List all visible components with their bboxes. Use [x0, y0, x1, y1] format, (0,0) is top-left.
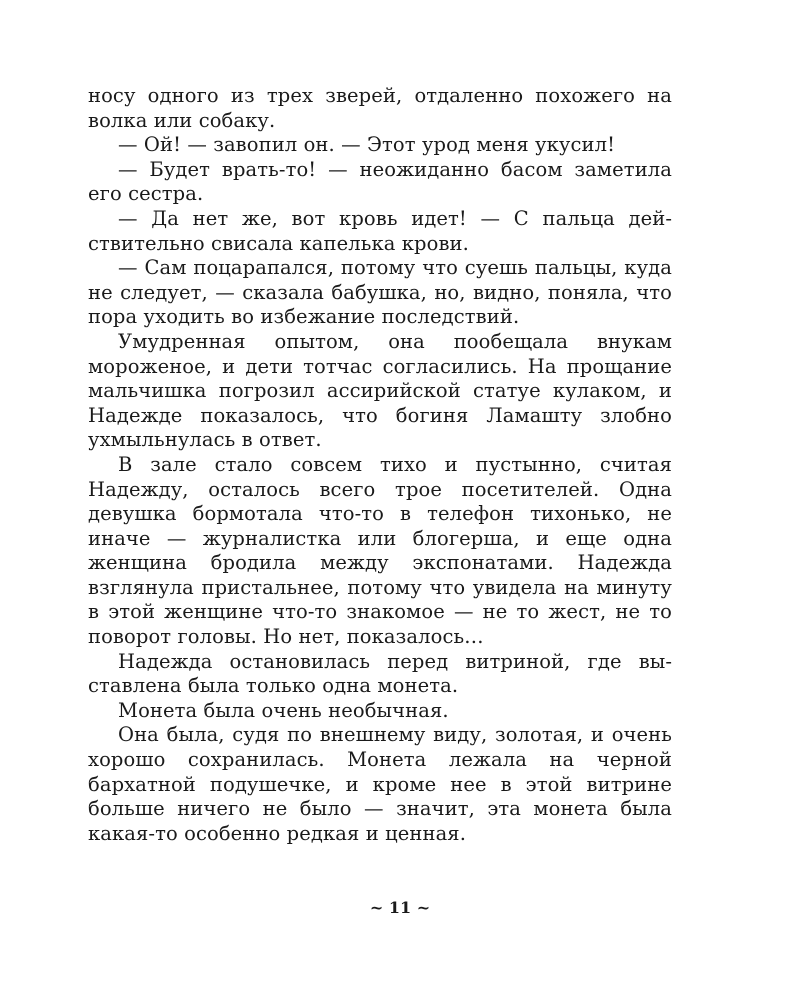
paragraph-5: — Сам поцарапался, потому что суешь пальцы, куда не следует, — сказала бабушка, но, видно, поняла, что пора уходить во избежание последствий. [88, 256, 672, 329]
paragraph-10: Она была, судя по внешнему виду, золотая, и очень хорошо сохранилась. Монета лежала на черной бархатной подушечке, и кроме нее в этой витрине больше ничего не было — значит, эта монета была какая-то особенно редкая и ценная. [88, 723, 672, 845]
page-number: ~ 11 ~ [369, 898, 431, 917]
paragraph-2: — Ой! — завопил он. — Этот урод меня укусил! [118, 133, 616, 157]
paragraph-7: В зале стало совсем тихо и пустынно, считая Надежду, осталось всего трое посетителей. Одна девушка бормотала что-то в телефон тихонько, не иначе — журналистка или блогерша, и еще одна женщина бродила между экспонатами. Надежда взглянула пристальнее, потому что увидела на минуту в этой женщине что-то знакомое — не то жест, не то поворот головы. Но нет, показалось… [88, 452, 672, 649]
page-body-text [88, 84, 672, 846]
paragraph-6: Умудренная опытом, она пообещала внукам мороженое, и дети тотчас согласились. На прощание мальчишка погрозил ассирийской статуе кулаком, и Надежде показалось, что богиня Ламашту злобно ухмыльнулась в ответ. [88, 329, 672, 452]
paragraph-1: носу одного из трех зверей, отдаленно похожего на волка или собаку. [88, 84, 672, 132]
paragraph-3: — Будет врать-то! — неожиданно басом заметила его сестра. [88, 157, 672, 206]
paragraph-8: Надежда остановилась перед витриной, где выставлена была только одна монета. [88, 649, 672, 698]
paragraph-9: Монета была очень необычная. [118, 698, 449, 722]
paragraph-4: — Да нет же, вот кровь идет! — С пальца действительно свисала капелька крови. [88, 206, 672, 255]
